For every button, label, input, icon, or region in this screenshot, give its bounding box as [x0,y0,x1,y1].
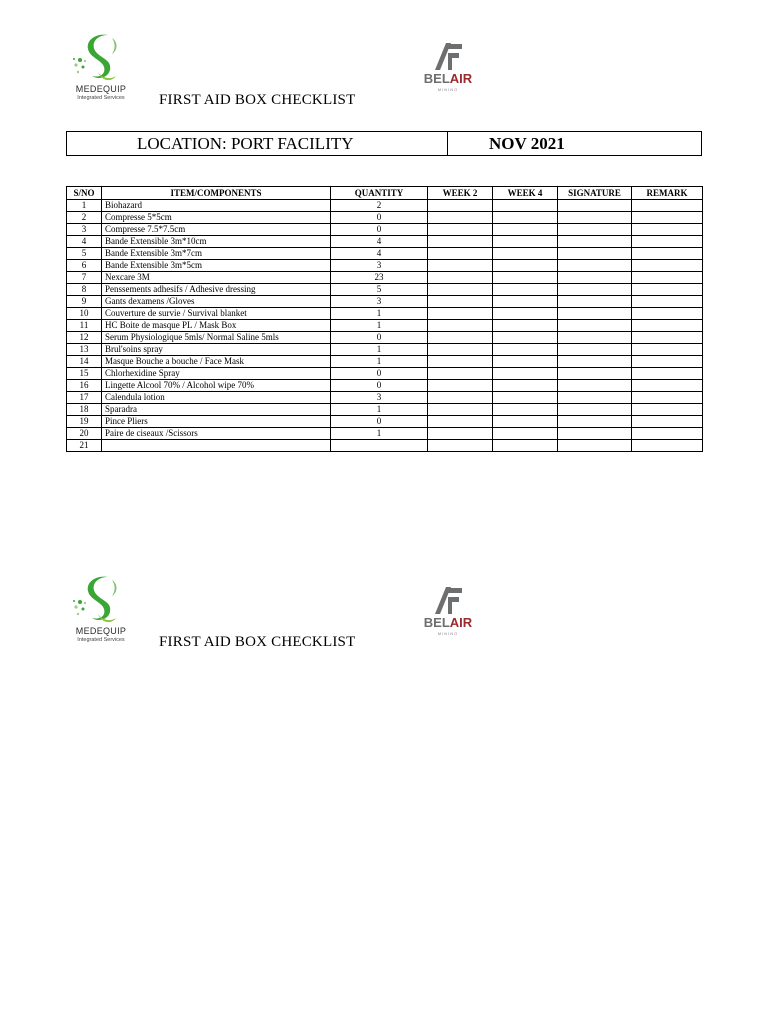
cell-quantity: 1 [331,404,428,416]
belair-brand-bel: BEL [423,71,450,86]
location-box [66,131,702,156]
cell-week2 [428,332,493,344]
medequip-logo [66,32,136,108]
belair-brand-bel: BEL [423,615,450,630]
medequip-tagline: Integrated Services [77,637,125,643]
table-row [67,332,703,344]
table-row [67,296,703,308]
cell-sno: 17 [67,392,102,404]
cell-item: Chlorhexidine Spray [102,368,331,380]
cell-sno: 4 [67,236,102,248]
cell-week4 [493,440,558,452]
table-row [67,212,703,224]
table-header-row [67,187,703,200]
cell-signature [558,392,632,404]
table-row [67,392,703,404]
cell-week2 [428,356,493,368]
table-row [67,404,703,416]
cell-quantity: 1 [331,356,428,368]
cell-week4 [493,416,558,428]
medequip-logo-page2 [66,574,136,650]
cell-remark [632,356,703,368]
cell-week4 [493,236,558,248]
cell-week2 [428,416,493,428]
header-quantity: QUANTITY [331,187,428,200]
cell-signature [558,428,632,440]
cell-signature [558,224,632,236]
cell-week2 [428,320,493,332]
table-row [67,308,703,320]
medequip-brand: MEDEQUIP [75,626,127,636]
cell-week2 [428,272,493,284]
cell-week4 [493,272,558,284]
cell-week4 [493,224,558,236]
cell-week2 [428,308,493,320]
cell-week2 [428,236,493,248]
cell-quantity: 3 [331,296,428,308]
cell-remark [632,404,703,416]
cell-week4 [493,392,558,404]
cell-signature [558,332,632,344]
cell-item: Compresse 5*5cm [102,212,331,224]
cell-week4 [493,368,558,380]
belair-logo-icon [432,40,464,72]
cell-sno: 13 [67,344,102,356]
cell-item: HC Boite de masque PL / Mask Box [102,320,331,332]
table-row [67,416,703,428]
table-row [67,272,703,284]
checklist-table [66,186,703,452]
cell-quantity: 1 [331,320,428,332]
cell-signature [558,284,632,296]
period-label: NOV 2021 [489,134,565,153]
medequip-tagline: Integrated Services [77,95,125,101]
cell-quantity: 4 [331,248,428,260]
cell-signature [558,404,632,416]
cell-week2 [428,440,493,452]
cell-week2 [428,392,493,404]
belair-brand [418,615,478,630]
header-remark: REMARK [632,187,703,200]
cell-item: Bande Extensible 3m*10cm [102,236,331,248]
cell-remark [632,260,703,272]
cell-remark [632,236,703,248]
cell-quantity [331,440,428,452]
cell-week4 [493,212,558,224]
cell-signature [558,272,632,284]
table-row [67,200,703,212]
table-row [67,224,703,236]
cell-item: Pince Pliers [102,416,331,428]
cell-week4 [493,380,558,392]
cell-sno: 8 [67,284,102,296]
cell-remark [632,368,703,380]
cell-remark [632,320,703,332]
cell-signature [558,212,632,224]
cell-sno: 12 [67,332,102,344]
cell-week4 [493,248,558,260]
cell-week4 [493,308,558,320]
cell-quantity: 4 [331,236,428,248]
location-divider [447,132,448,155]
cell-sno: 18 [67,404,102,416]
cell-item: Lingette Alcool 70% / Alcohol wipe 70% [102,380,331,392]
cell-item: Compresse 7.5*7.5cm [102,224,331,236]
cell-quantity: 0 [331,332,428,344]
cell-item: Bande Extensible 3m*5cm [102,260,331,272]
cell-quantity: 0 [331,212,428,224]
table-row [67,236,703,248]
table-row [67,356,703,368]
cell-quantity: 0 [331,368,428,380]
cell-week4 [493,284,558,296]
cell-signature [558,416,632,428]
cell-week4 [493,320,558,332]
cell-remark [632,248,703,260]
table-row [67,380,703,392]
medequip-logo-icon [66,574,136,629]
cell-sno: 16 [67,380,102,392]
table-row [67,284,703,296]
table-row [67,248,703,260]
cell-item: Paire de ciseaux /Scissors [102,428,331,440]
belair-logo-page2 [418,584,478,648]
header-signature: SIGNATURE [558,187,632,200]
cell-quantity: 3 [331,392,428,404]
cell-signature [558,440,632,452]
cell-signature [558,236,632,248]
cell-week4 [493,404,558,416]
cell-signature [558,260,632,272]
header-sno: S/NO [67,187,102,200]
cell-sno: 9 [67,296,102,308]
belair-brand [418,71,478,86]
cell-signature [558,356,632,368]
cell-sno: 1 [67,200,102,212]
cell-remark [632,296,703,308]
cell-remark [632,332,703,344]
belair-brand-air: AIR [449,615,473,630]
cell-week2 [428,248,493,260]
cell-item: Biohazard [102,200,331,212]
header-week4: WEEK 4 [493,187,558,200]
cell-signature [558,320,632,332]
cell-signature [558,296,632,308]
cell-sno: 15 [67,368,102,380]
cell-remark [632,344,703,356]
cell-sno: 11 [67,320,102,332]
cell-week2 [428,404,493,416]
cell-quantity: 0 [331,224,428,236]
header-week2: WEEK 2 [428,187,493,200]
cell-quantity: 3 [331,260,428,272]
belair-sub: MINING [437,631,459,636]
cell-quantity: 0 [331,416,428,428]
cell-remark [632,308,703,320]
cell-week4 [493,260,558,272]
cell-week4 [493,356,558,368]
cell-signature [558,368,632,380]
cell-sno: 19 [67,416,102,428]
cell-remark [632,200,703,212]
cell-sno: 10 [67,308,102,320]
cell-item: Penssements adhesifs / Adhesive dressing [102,284,331,296]
cell-week4 [493,344,558,356]
cell-sno: 20 [67,428,102,440]
cell-signature [558,380,632,392]
cell-remark [632,392,703,404]
cell-sno: 2 [67,212,102,224]
cell-week2 [428,380,493,392]
cell-quantity: 2 [331,200,428,212]
header-item: ITEM/COMPONENTS [102,187,331,200]
cell-week2 [428,284,493,296]
location-label: LOCATION: PORT FACILITY [137,134,354,153]
cell-item: Couverture de survie / Survival blanket [102,308,331,320]
cell-remark [632,272,703,284]
cell-item: Masque Bouche a bouche / Face Mask [102,356,331,368]
cell-week2 [428,224,493,236]
cell-item: Calendula lotion [102,392,331,404]
cell-quantity: 1 [331,308,428,320]
cell-remark [632,428,703,440]
cell-week2 [428,260,493,272]
cell-remark [632,212,703,224]
cell-remark [632,284,703,296]
cell-sno: 6 [67,260,102,272]
cell-week2 [428,296,493,308]
cell-week4 [493,296,558,308]
cell-item: Brul'soins spray [102,344,331,356]
cell-week2 [428,200,493,212]
cell-remark [632,224,703,236]
medequip-logo-icon [66,32,136,87]
table-row [67,440,703,452]
table-row [67,344,703,356]
cell-sno: 7 [67,272,102,284]
cell-week4 [493,332,558,344]
cell-remark [632,416,703,428]
cell-signature [558,344,632,356]
cell-week4 [493,200,558,212]
belair-brand-air: AIR [449,71,473,86]
belair-sub: MINING [437,87,459,92]
cell-week2 [428,428,493,440]
table-row [67,320,703,332]
page-title: FIRST AID BOX CHECKLIST [159,92,356,108]
cell-item: Serum Physiologique 5mls/ Normal Saline 5mls [102,332,331,344]
cell-signature [558,308,632,320]
cell-sno: 3 [67,224,102,236]
table-row [67,260,703,272]
cell-item: Gants dexamens /Gloves [102,296,331,308]
cell-item [102,440,331,452]
cell-item: Bande Extensible 3m*7cm [102,248,331,260]
cell-remark [632,440,703,452]
cell-week4 [493,428,558,440]
cell-item: Sparadra [102,404,331,416]
cell-sno: 21 [67,440,102,452]
page-title-page2: FIRST AID BOX CHECKLIST [159,634,356,650]
cell-sno: 5 [67,248,102,260]
medequip-brand: MEDEQUIP [75,84,127,94]
cell-quantity: 1 [331,428,428,440]
cell-item: Nexcare 3M [102,272,331,284]
table-row [67,368,703,380]
cell-quantity: 23 [331,272,428,284]
cell-signature [558,248,632,260]
table-body [67,200,703,452]
belair-logo [418,40,478,104]
cell-remark [632,380,703,392]
cell-week2 [428,368,493,380]
cell-sno: 14 [67,356,102,368]
belair-logo-icon [432,584,464,616]
cell-signature [558,200,632,212]
cell-quantity: 0 [331,380,428,392]
cell-week2 [428,344,493,356]
cell-quantity: 1 [331,344,428,356]
cell-week2 [428,212,493,224]
table-row [67,428,703,440]
cell-quantity: 5 [331,284,428,296]
